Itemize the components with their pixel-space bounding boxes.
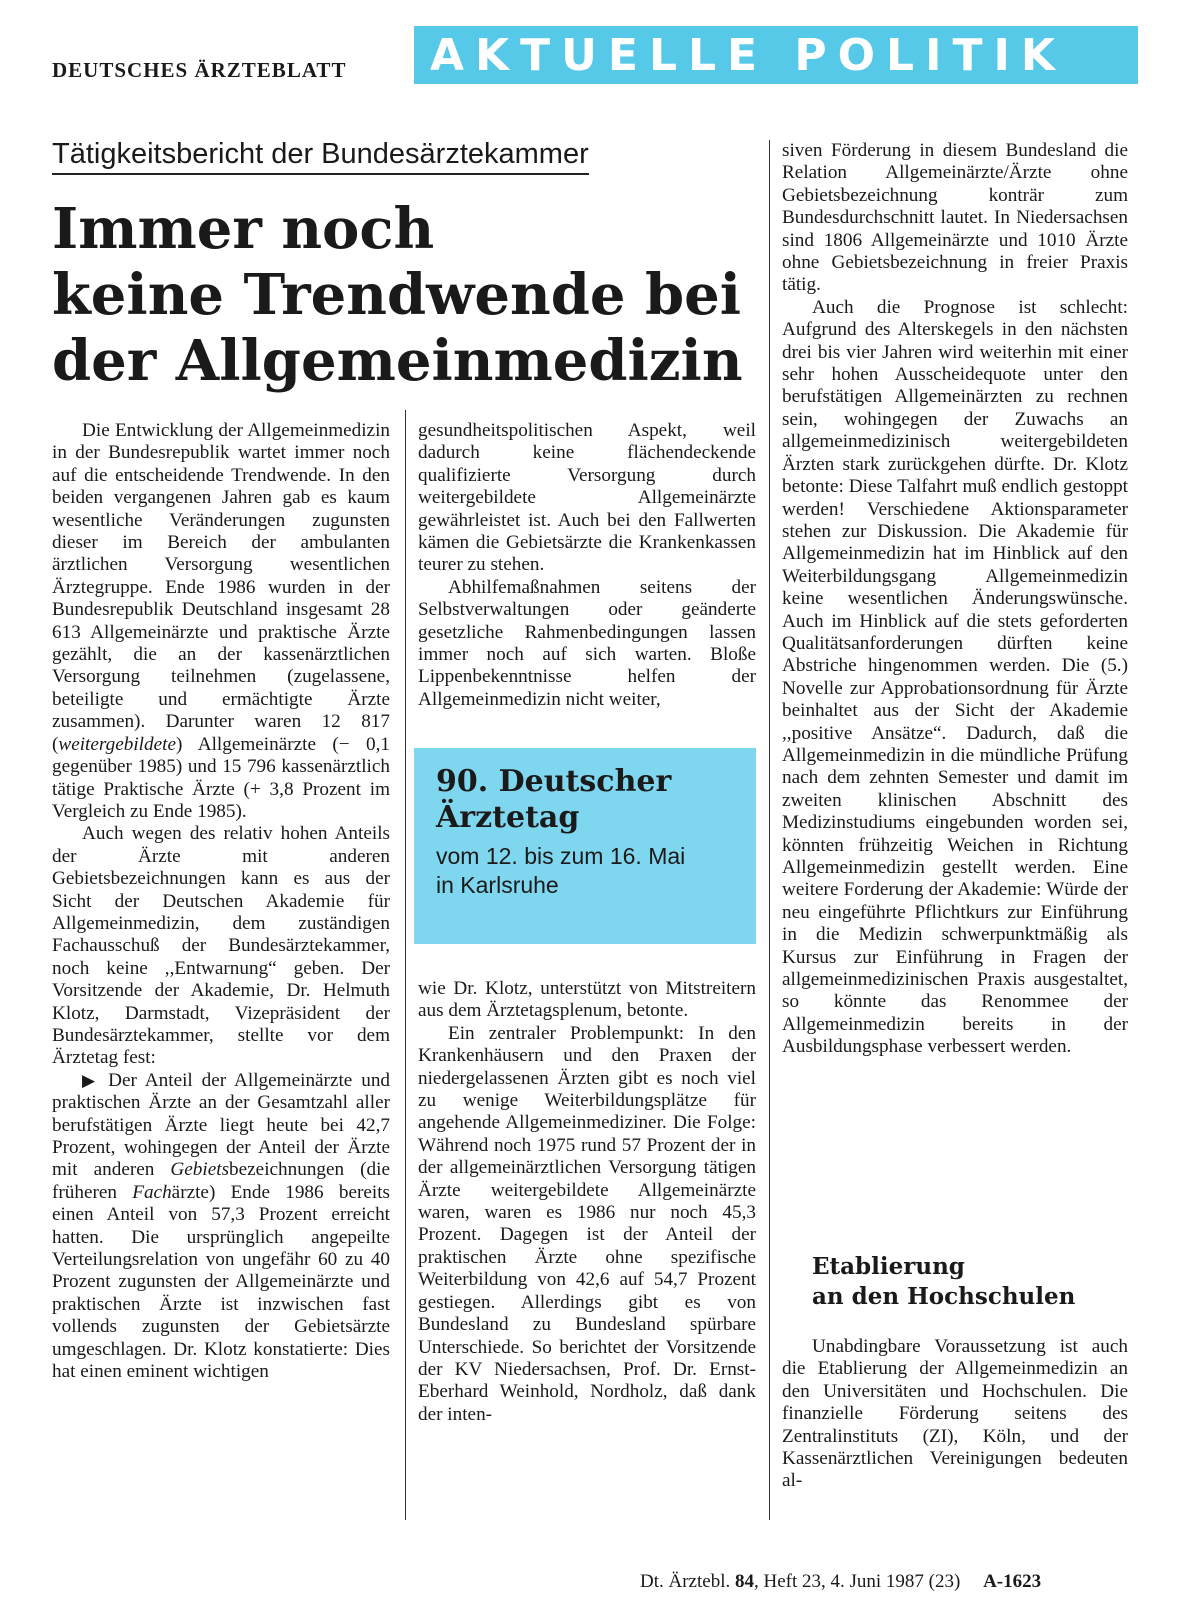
subheading: Etablierung an den Hochschulen — [812, 1253, 1076, 1310]
paragraph: ▶ Der Anteil der Allgemeinärzte und praktischen Ärzte an der Gesamtzahl aller berufstätigen Ärzte liegt heute bei 42,7 Prozent, wohingegen der Anteil der Ärzte mit anderen Gebietsbezeichnungen (die früheren Fachärzte) Ende 1986 bereits einen Anteil von 57,3 Prozent erreicht hatten. Die ursprünglich angepeilte Verteilungsrelation von ungefähr 60 zu 40 Prozent zugunsten der Allgemeinärzte und praktischen Ärzte ist inzwischen fast vollends zugunsten der Gebietsärzte umgeschlagen. Dr. Klotz konstatierte: Dies hat einen eminent wichtigen — [52, 1069, 391, 1383]
column-rule — [405, 410, 406, 1520]
paragraph: Auch wegen des relativ hohen Anteils der Ärzte mit anderen Gebietsbezeichnungen kann es aus der Sicht der Deutschen Akademie für Allgemeinmedizin, dem zuständigen Fachausschuß der Bundesärztekammer, noch keine ,,Entwarnung“ geben. Der Vorsitzende der Akademie, Dr. Helmuth Klotz, Darmstadt, Vizepräsident der Bundesärztekammer, stellte vor dem Ärztetag fest: — [52, 823, 390, 1069]
article-column-1 — [52, 420, 390, 1383]
citation: Dt. Ärztebl. 84, Heft 23, 4. Juni 1987 (23) — [640, 1571, 961, 1592]
masthead: DEUTSCHES ÄRZTEBLATT — [52, 58, 347, 82]
promo-title: 90. Deutscher Ärztetag — [436, 764, 672, 835]
article-column-3-top — [782, 140, 1128, 1059]
headline-line-1: Immer noch — [52, 196, 435, 262]
article-column-3-bottom — [782, 1336, 1128, 1493]
headline-line-2: keine Trendwende bei — [52, 262, 742, 328]
paragraph: Auch die Prognose ist schlecht: Aufgrund des Alterskegels in den nächsten drei bis vier Jahren wird weiterhin mit einer sehr hohen Ausscheidequote unter den berufstätigen Allgemeinärzten zu rechnen sein, wohingegen der Zuwachs an allgemeinmedizinisch weitergebildeten Ärzten stark zurückgehen dürfte. Dr. Klotz betonte: Diese Talfahrt muß endlich gestoppt werden! Verschiedene Aktionsparameter stehen zur Diskussion. Die Akademie für Allgemeinmedizin hat im Hinblick auf den Weiterbildungsgang Allgemeinmedizin keine wesentlichen Änderungswünsche. Auch im Hinblick auf die stets geforderten Qualitätsanforderungen dürften keine Abstriche hingenommen werden. Die (5.) Novelle zur Approbationsordnung für Ärzte beinhaltet aus der Sicht der Akademie ,,positive Ansätze“. Dadurch, daß die Allgemeinmedizin in die mündliche Prüfung nach dem zehnten Semester und damit im zweiten klinischen Abschnitt des Medizinstudiums eingebunden worden sei, könnten frühzeitig Weichen in Richtung Allgemeinmedizin gestellt werden. Eine weitere Forderung der Akademie: Würde der neu eingeführte Pflichtkurs zur Einführung in die Medizin schwerpunktmäßig als Kursus zur Einführung in Fragen der allgemeinmedizinischen Praxis ausgestaltet, so könnte das Renommee der Allgemeinmedizin bereits in der Ausbildungsphase verbessert werden. — [782, 296, 1128, 1058]
headline — [52, 196, 772, 394]
paragraph: gesundheitspolitischen Aspekt, weil dadurch keine flächendeckende qualifizierte Versorgung durch weitergebildete Allgemeinärzte gewährleistet ist. Auch bei den Fallwerten kämen die Gebietsärzte die Krankenkassen teurer zu stehen. — [418, 420, 756, 576]
paragraph: siven Förderung in diesem Bundesland die Relation Allgemeinärzte/Ärzte ohne Gebietsbezeichnung konträr zum Bundesdurchschnitt lautet. In Niedersachsen sind 1806 Allgemeinärzte und 1010 Ärzte ohne Gebietsbezeichnung in freier Praxis tätig. — [782, 140, 1128, 296]
section-title: AKTUELLE POLITIK — [430, 29, 1066, 81]
paragraph: Ein zentraler Problempunkt: In den Krankenhäusern und den Praxen der niedergelassenen Ärzten gibt es noch viel zu wenige Weiterbildungsplätze für angehende Allgemeinmediziner. Die Folge: Während noch 1975 rund 57 Prozent der in der allgemeinärztlichen Versorgung tätigen Ärzte weitergebildete Allgemeinärzte waren, waren es 1986 nur noch 45,3 Prozent. Dagegen ist der Anteil der praktischen Ärzte ohne spezifische Weiterbildung von 42,6 auf 54,7 Prozent gestiegen. Allerdings gibt es von Bundesland zu Bundesland spürbare Unterschiede. So berichtet der Vorsitzende der KV Niedersachsen, Prof. Dr. Ernst-Eberhard Weinhold, Nordholz, daß dank der inten- — [418, 1022, 756, 1425]
page-number: A-1623 — [983, 1571, 1042, 1592]
bullet-arrow-icon: ▶ — [82, 1070, 100, 1090]
article-column-2-bottom — [418, 978, 756, 1426]
page-footer — [640, 1571, 1041, 1593]
promo-subtitle: vom 12. bis zum 16. Mai in Karlsruhe — [436, 843, 686, 898]
section-banner — [414, 26, 1138, 84]
column-rule — [769, 140, 770, 1520]
paragraph: Abhilfemaßnahmen seitens der Selbstverwaltungen oder geänderte gesetzliche Rahmenbedingungen lassen immer noch auf sich warten. Bloße Lippenbekenntnisse helfen der Allgemeinmedizin nicht weiter, — [418, 576, 756, 710]
paragraph: Unabdingbare Voraussetzung ist auch die Etablierung der Allgemeinmedizin an den Universitäten und Hochschulen. Die finanzielle Förderung seitens des Zentralinstituts (ZI), Köln, und der Kassenärztlichen Vereinigungen bedeuten al- — [782, 1336, 1128, 1492]
article-column-2-top — [418, 420, 756, 711]
kicker: Tätigkeitsbericht der Bundesärztekammer — [52, 138, 589, 175]
headline-line-3: der Allgemeinmedizin — [52, 328, 743, 394]
promo-box — [414, 748, 756, 944]
paragraph: Die Entwicklung der Allgemeinmedizin in der Bundesrepublik wartet immer noch auf die entscheidende Trendwende. In den beiden vergangenen Jahren gab es kaum wesentliche Veränderungen zugunsten dieser im Bereich der ambulanten ärztlichen Versorgung wesentlichen Ärztegruppe. Ende 1986 wurden in der Bundesrepublik Deutschland insgesamt 28 613 Allgemeinärzte und praktische Ärzte gezählt, die an der kassenärztlichen Versorgung teilnehmen (zugelassene, beteiligte und ermächtigte Ärzte zusammen). Darunter waren 12 817 (weitergebildete) Allgemeinärzte (− 0,1 gegenüber 1985) und 15 796 kassenärztlich tätige Praktische Ärzte (+ 3,8 Prozent im Vergleich zu Ende 1985). — [52, 420, 390, 822]
paragraph: wie Dr. Klotz, unterstützt von Mitstreitern aus dem Ärztetagsplenum, betonte. — [418, 978, 756, 1022]
